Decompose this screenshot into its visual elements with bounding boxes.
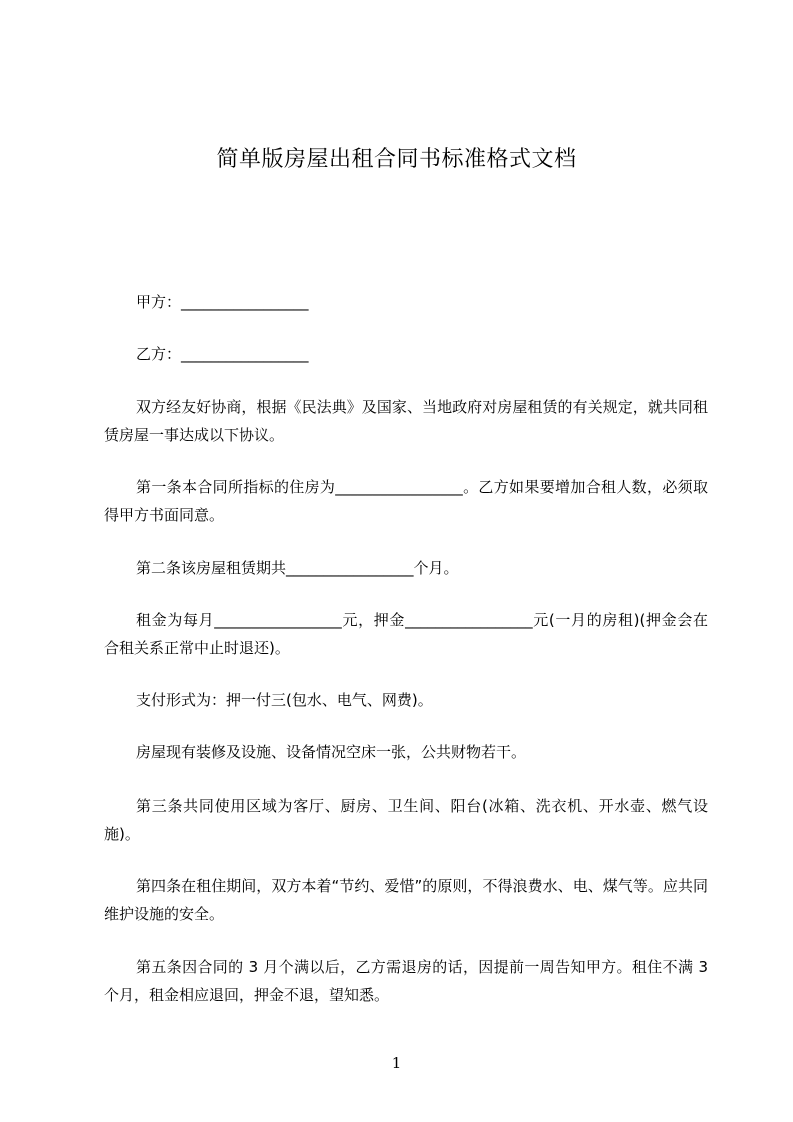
party-a-line: 甲方：_________________: [136, 293, 309, 311]
payment-method-paragraph: 支付形式为：押一付三(包水、电气、网费)。: [136, 691, 433, 709]
article-4-paragraph: 第四条在租住期间，双方本着“节约、爱惜”的原则，不得浪费水、电、煤气等。应共同维护设施的安全。: [104, 877, 708, 923]
page-number: 1: [391, 1054, 402, 1072]
document-title: 简单版房屋出租合同书标准格式文档: [216, 147, 577, 172]
article-3-paragraph: 第三条共同使用区域为客厅、厨房、卫生间、阳台(冰箱、洗衣机、开水壶、燃气设施)。: [104, 797, 708, 843]
article-2-paragraph: 第二条该房屋租赁期共_________________个月。: [136, 559, 459, 577]
facilities-paragraph: 房屋现有装修及设施、设备情况空床一张，公共财物若干。: [136, 743, 527, 761]
article-1-paragraph: 第一条本合同所指标的住房为_________________。乙方如果要增加合租人数，必须取得甲方书面同意。: [104, 478, 708, 524]
preamble-paragraph: 双方经友好协商，根据《民法典》及国家、当地政府对房屋租赁的有关规定，就共同租赁房屋一事达成以下协议。: [104, 398, 708, 444]
party-b-line: 乙方：_________________: [136, 345, 309, 363]
rent-deposit-paragraph: 租金为每月_________________元，押金_________________元(一月的房租)(押金会在合租关系正常中止时退还)。: [104, 611, 708, 657]
article-5-paragraph: 第五条因合同的 3 月个满以后，乙方需退房的话，因提前一周告知甲方。租住不满 3 个月，租金相应退回，押金不退，望知悉。: [104, 958, 708, 1004]
